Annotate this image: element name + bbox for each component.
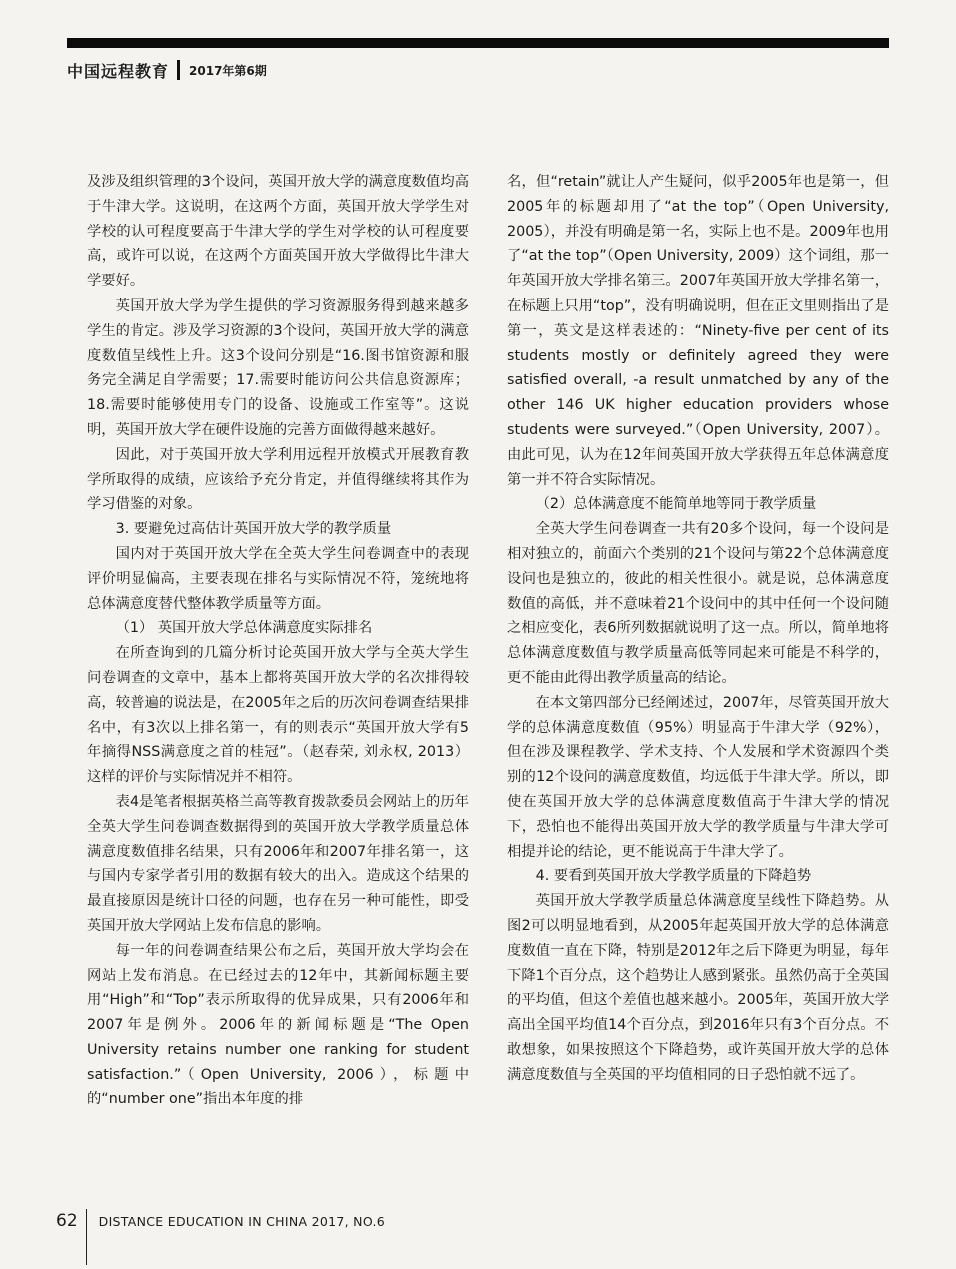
paragraph: 每一年的问卷调查结果公布之后，英国开放大学均会在网站上发布消息。在已经过去的12年中，其新闻标题主要用“High”和“Top”表示所取得的优异成果，只有2006年和2007年是例外。2006年的新闻标题是“The Open University retains number one ranking for student satisfaction.”（Open University, 2006），标题中的“number one”指出本年度的排	[87, 942, 469, 1108]
paragraph: 在所查询到的几篇分析讨论英国开放大学与全英大学生问卷调查的文章中，基本上都将英国开放大学的名次排得较高，较普遍的说法是，在2005年之后的历次问卷调查结果排名中，有3次以上排名第一，有的则表示“英国开放大学有5年摘得NSS满意度之首的桂冠”。（赵春荣, 刘永权, 2013）这样的评价与实际情况并不相符。	[87, 645, 469, 786]
right-column	[507, 170, 889, 1087]
journal-name: 中国远程教育	[67, 61, 170, 81]
subsection-heading: （2）总体满意度不能简单地等同于教学质量	[535, 496, 817, 513]
paragraph: 因此，对于英国开放大学利用远程开放模式开展教育教学所取得的成绩，应该给予充分肯定，并值得继续将其作为学习借鉴的对象。	[87, 446, 469, 513]
journal-english-name: DISTANCE EDUCATION IN CHINA 2017, NO.6	[98, 1213, 385, 1229]
paragraph: 国内对于英国开放大学在全英大学生问卷调查中的表现评价明显偏高，主要表现在排名与实际情况不符，笼统地将总体满意度替代整体教学质量等方面。	[87, 545, 469, 612]
section-heading: 3. 要避免过高估计英国开放大学的教学质量	[115, 521, 392, 538]
paragraph: 及涉及组织管理的3个设问，英国开放大学的满意度数值均高于牛津大学。这说明，在这两个方面，英国开放大学学生对学校的认可程度要高于牛津大学的学生对学校的认可程度要高，或许可以说，在这两个方面英国开放大学做得比牛津大学要好。	[87, 174, 469, 290]
running-head	[67, 60, 267, 80]
paragraph: 全英大学生问卷调查一共有20多个设问，每一个设问是相对独立的，前面六个类别的21个设问与第22个总体满意度设问也是独立的，彼此的相关性很小。就是说，总体满意度数值的高低，并不意味着21个设问中的其中任何一个设问随之相应变化，表6所列数据就说明了这一点。所以，简单地将总体满意度数值与教学质量高低等同起来可能是不科学的，更不能由此得出教学质量高的结论。	[507, 521, 889, 686]
header-rule	[67, 38, 889, 48]
section-heading: 4. 要看到英国开放大学教学质量的下降趋势	[535, 868, 812, 885]
page-footer	[56, 1211, 385, 1231]
footer-separator	[86, 1209, 87, 1265]
paragraph: 在本文第四部分已经阐述过，2007年，尽管英国开放大学的总体满意度数值（95%）明显高于牛津大学（92%），但在涉及课程教学、学术支持、个人发展和学术资源四个类别的12个设问的满意度数值，均远低于牛津大学。所以，即使在英国开放大学的总体满意度数值高于牛津大学的情况下，恐怕也不能得出英国开放大学的教学质量与牛津大学可相提并论的结论，更不能说高于牛津大学了。	[507, 694, 889, 860]
paragraph: 名，但“retain”就让人产生疑问，似乎2005年也是第一，但2005年的标题却用了“at the top”（Open University, 2005），并没有明确是第一名，实际上也不是。2009年也用了“at the top”（Open University, 2009）这个词组，那一年英国开放大学排名第三。2007年英国开放大学排名第一，在标题上只用“top”，没有明确说明，但在正文里则指出了是第一，英文是这样表述的：“Ninety-five per cent of its students mostly or definitely agreed they were satisfied overall, -a result unmatched by any of the other 146 UK higher education providers whose students were surveyed.”（Open University, 2007）。由此可见，认为在12年间英国开放大学获得五年总体满意度第一并不符合实际情况。	[507, 174, 889, 488]
page-number: 62	[56, 1211, 78, 1231]
header-separator	[177, 60, 180, 80]
issue-label: 2017年第6期	[189, 63, 267, 78]
paragraph: 表4是笔者根据英格兰高等教育拨款委员会网站上的历年全英大学生问卷调查数据得到的英国开放大学教学质量总体满意度数值排名结果，只有2006年和2007年排名第一，这与国内专家学者引用的数据有较大的出入。造成这个结果的最直接原因是统计口径的问题，也存在另一种可能性，即受英国开放大学网站上发布信息的影响。	[87, 793, 469, 934]
left-column	[87, 170, 469, 1112]
paragraph: 英国开放大学为学生提供的学习资源服务得到越来越多学生的肯定。涉及学习资源的3个设问，英国开放大学的满意度数值呈线性上升。这3个设问分别是“16.图书馆资源和服务完全满足自学需要；17.需要时能访问公共信息资源库；18.需要时能够使用专门的设备、设施或工作室等”。这说明，英国开放大学在硬件设施的完善方面做得越来越好。	[87, 297, 469, 438]
paragraph: 英国开放大学教学质量总体满意度呈线性下降趋势。从图2可以明显地看到，从2005年起英国开放大学的总体满意度数值一直在下降，特别是2012年之后下降更为明显，每年下降1个百分点，这个趋势让人感到紧张。虽然仍高于全英国的平均值，但这个差值也越来越小。2005年，英国开放大学高出全国平均值14个百分点，到2016年只有3个百分点。不敢想象，如果按照这个下降趋势，或许英国开放大学的总体满意度数值与全英国的平均值相同的日子恐怕就不远了。	[507, 893, 889, 1083]
subsection-heading: （1） 英国开放大学总体满意度实际排名	[115, 620, 373, 637]
